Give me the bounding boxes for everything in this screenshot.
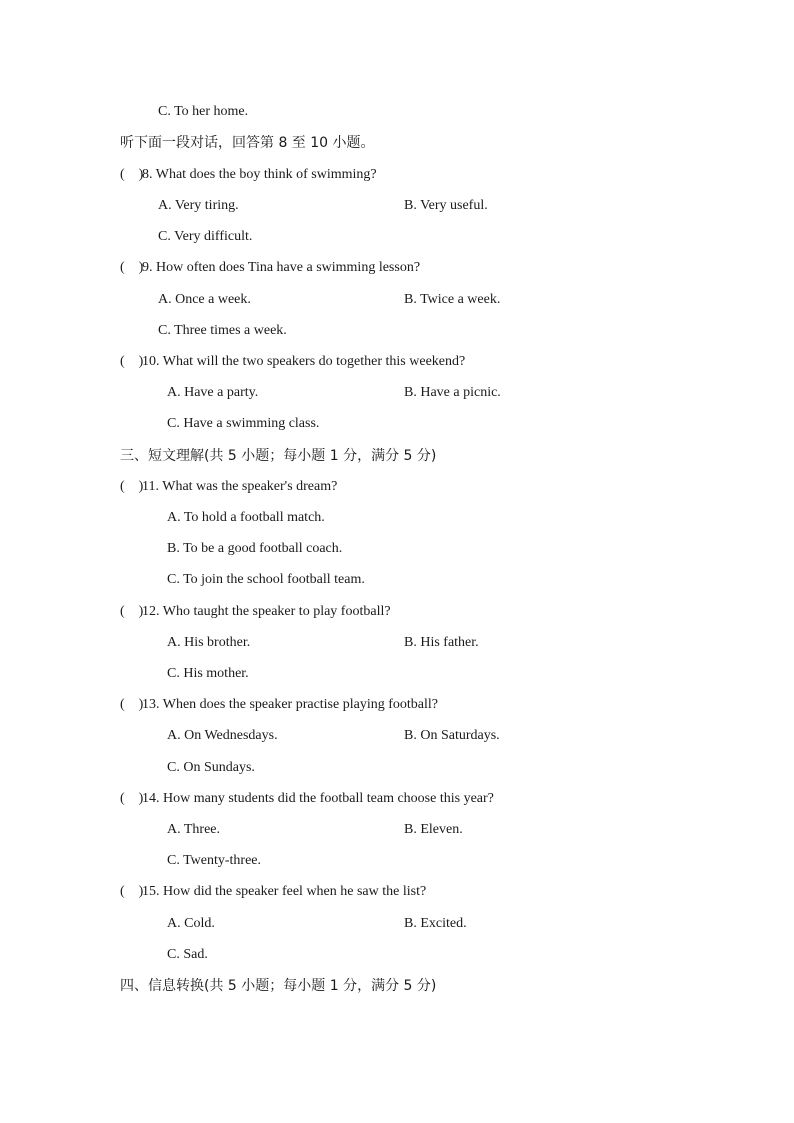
answer-blank: ( ) [120,479,144,494]
q11-option-b: B. To be a good football coach. [167,541,343,556]
q13-option-a: A. On Wednesdays. [167,728,278,743]
section-heading-4: 四、信息转换(共 5 小题；每小题 1 分，满分 5 分) [120,978,437,994]
answer-blank: ( ) [120,604,144,619]
q9-option-a: A. Once a week. [158,292,251,307]
question-9 [120,259,420,277]
q15-option-a: A. Cold. [167,916,215,931]
q8-option-a: A. Very tiring. [158,198,239,213]
question-10 [120,353,465,371]
answer-blank: ( ) [120,260,144,275]
q8-option-c: C. Very difficult. [158,229,253,244]
question-13 [120,696,438,714]
q13-option-b: B. On Saturdays. [404,728,500,743]
question-stem: 12. Who taught the speaker to play football? [142,604,391,619]
q10-option-c: C. Have a swimming class. [167,416,320,431]
answer-blank: ( ) [120,167,144,182]
question-stem: 8. What does the boy think of swimming? [142,167,377,182]
q15-option-c: C. Sad. [167,947,208,962]
q7-option-c: C. To her home. [158,104,249,119]
question-stem: 13. When does the speaker practise playing football? [142,697,438,712]
section-heading-dialogue-8-10: 听下面一段对话，回答第 8 至 10 小题。 [120,135,375,151]
answer-blank: ( ) [120,884,144,899]
question-11 [120,478,337,496]
question-stem: 14. How many students did the football team choose this year? [142,791,494,806]
q14-option-c: C. Twenty-three. [167,853,262,868]
q9-option-c: C. Three times a week. [158,323,287,338]
answer-blank: ( ) [120,354,144,369]
q12-option-c: C. His mother. [167,666,249,681]
question-8 [120,166,377,184]
q15-option-b: B. Excited. [404,916,467,931]
question-stem: 9. How often does Tina have a swimming lesson? [142,260,421,275]
q12-option-b: B. His father. [404,635,479,650]
q9-option-b: B. Twice a week. [404,292,501,307]
q14-option-a: A. Three. [167,822,220,837]
question-14 [120,790,494,808]
section-heading-3: 三、短文理解(共 5 小题；每小题 1 分，满分 5 分) [120,448,437,464]
question-stem: 11. What was the speaker's dream? [142,479,338,494]
question-15 [120,883,426,901]
q11-option-c: C. To join the school football team. [167,572,365,587]
question-12 [120,603,391,621]
question-stem: 10. What will the two speakers do together this weekend? [142,354,466,369]
q8-option-b: B. Very useful. [404,198,488,213]
answer-blank: ( ) [120,697,144,712]
q12-option-a: A. His brother. [167,635,251,650]
answer-blank: ( ) [120,791,144,806]
q13-option-c: C. On Sundays. [167,760,255,775]
q10-option-b: B. Have a picnic. [404,385,501,400]
q14-option-b: B. Eleven. [404,822,463,837]
q11-option-a: A. To hold a football match. [167,510,325,525]
question-stem: 15. How did the speaker feel when he saw the list? [142,884,427,899]
q10-option-a: A. Have a party. [167,385,259,400]
